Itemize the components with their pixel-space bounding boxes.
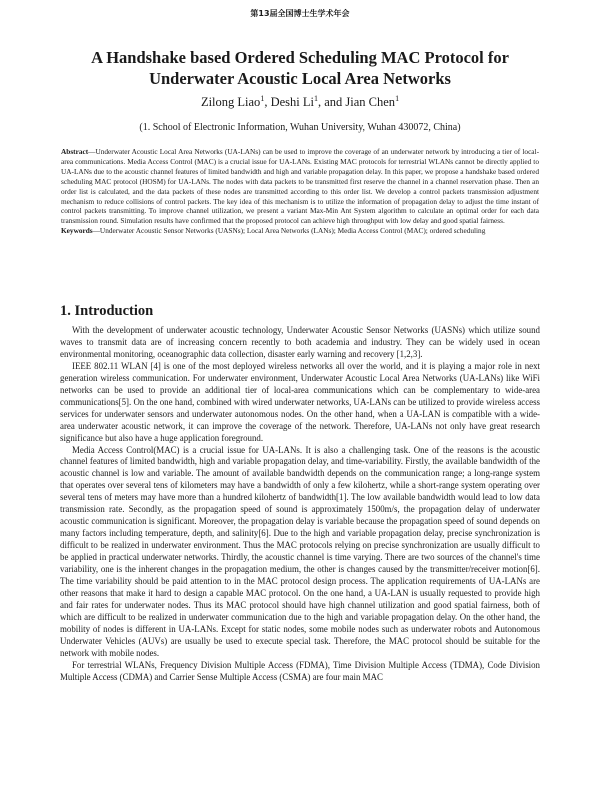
paragraph: Media Access Control(MAC) is a crucial issue for UA-LANs. It is also a challenging task. One of the reasons is the acoustic channel features of limited bandwidth, high and variable propagation delay, and time-variability. Firstly, the available bandwidth of the acoustic channel is low and variable. The amount of available bandwidth depends on the communication range; a long-range system that operates over several tens of kilometers may have a bandwidth of only a few kilohertz, while a short-range system operating over several tens of meters may have more than a hundred kilohertz of bandwidth[1]. The low available bandwidth would lead to low data transmission rate. Secondly, as the propagation speed of sound is approximately 1500m/s, the propagation delay of underwater acoustic communication is significant. Moreover, the propagation delay is variable because the propagation speed of sound depends on many factors including temperature, depth, and salinity[6]. Due to the high and variable propagation delay, precise synchronization is difficult to be realized in underwater environment. Thus the MAC protocols relying on precise synchronization are usually difficult to be applied in practical underwater networks. Thirdly, the acoustic channel is time varying. There are two sources of the channel's time variability, one is the inherent changes in the propagation medium, the other is changes caused by the transmitter/receiver motion[6]. The time variability should be paid attention to in the MAC protocol design process. The application requirements of UA-LANs are other reasons that make it hard to design a capable MAC protocol. On the one hand, a UA-LAN is usually requested to provide high and fair rates for underwater nodes. Thus its MAC protocol should have high channel utilization and good spatial fairness, both of which are difficult to be realized in underwater communication due to the high and variable propagation delay. On the other hand, the mobility of nodes is different in UA-LANs. Except for static nodes, some mobile nodes such as underwater robots and Autonomous Underwater Vehicles (AUVs) are usually be used to execute special task. Therefore, the MAC protocol should be suitable for the network with mobile nodes. — [60, 444, 540, 658]
abstract-block — [61, 147, 539, 236]
paragraph: With the development of underwater acoustic technology, Underwater Acoustic Sensor Networks (UASNs) which utilize sound waves to transmit data are of increasing concern recently to both academia and industry. They can be widely used in ocean environmental monitoring, oceanographic data collection, disaster early warning and recovery [1,2,3]. — [60, 325, 540, 359]
abstract-text: —Underwater Acoustic Local Area Networks (UA-LANs) can be used to improve the coverage of an underwater network by introducing a tier of local-area communications. Media Access Control (MAC) is a crucial issue for UA-LANs. Existing MAC protocols for terrestrial WLANs cannot be directly applied to UA-LANs due to the acoustic channel features of limited bandwidth and high and variable propagation delay. In this paper, we propose a handshake based ordered scheduling MAC protocol (HOSM) for UA-LANs. The nodes with data packets to be transmitted first reserve the channel in a channel reservation phase. Then an order list is calculated, and the data packets of these nodes are transmitted according to this order list. We develop a control packets transmission adjustment mechanism to reduce collisions of control packets. The key idea of this mechanism is to utilize the information of propagation delay to adjust the time instant of control packets transmitting. To improve channel utilization, we present a variant Max-Min Ant System algorithm to calculate an optimal order for each data transmission round. Simulation results have confirmed that the proposed protocol can achieve high throughput with low delay and good spatial fairness. — [61, 147, 539, 226]
paragraph: For terrestrial WLANs, Frequency Division Multiple Access (FDMA), Time Division Multiple Access (TDMA), Code Division Multiple Access (CDMA) and Carrier Sense Multiple Access (CSMA) are four main MAC — [60, 659, 540, 682]
paragraph: IEEE 802.11 WLAN [4] is one of the most deployed wireless networks all over the world, and it is playing a major role in next generation wireless communication. For underwater environment, Underwater Acoustic Local Area Networks (UA-LANs) like WiFi networks can be used to provide an additional tier of local-area communications which can be complementary to wide-area communications[5]. On the one hand, combined with wired underwater networks, UA-LANs can be utilized to provide wireless access services for underwater sensors and underwater autonomous nodes. On the other hand, when a UA-LAN is compatible with a wide-area underwater acoustic network, it can improve the coverage of the network. Therefore, UA-LANs not only have great research significance but also have a huge application foreground. — [60, 360, 540, 443]
keywords — [61, 226, 539, 236]
conference-header: 第13届全国博士生学术年会 — [250, 9, 350, 18]
body-text — [60, 325, 540, 684]
author-separator: , — [264, 95, 271, 110]
author-name: Deshi Li — [270, 95, 314, 110]
author-name: Jian Chen — [345, 95, 396, 110]
title-line-2: Underwater Acoustic Local Area Networks — [149, 69, 451, 88]
keywords-label: Keywords — [61, 226, 93, 236]
affiliation: (1. School of Electronic Information, Wuhan University, Wuhan 430072, China) — [139, 122, 461, 133]
author-affiliation-mark: 1 — [395, 94, 400, 103]
abstract — [61, 147, 539, 226]
author-separator: , and — [317, 95, 346, 110]
keywords-text: —Underwater Acoustic Sensor Networks (UASNs); Local Area Networks (LANs); Media Access Control (MAC); ordered scheduling — [92, 226, 486, 236]
author-list — [0, 94, 600, 110]
author-affiliation-mark: 1 — [260, 94, 265, 103]
abstract-label: Abstract — [61, 147, 89, 156]
author-affiliation-mark: 1 — [313, 94, 318, 103]
paper-title — [30, 47, 570, 89]
section-heading: 1. Introduction — [60, 303, 154, 319]
title-line-1: A Handshake based Ordered Scheduling MAC Protocol for — [91, 48, 509, 67]
author-name: Zilong Liao — [200, 95, 261, 110]
